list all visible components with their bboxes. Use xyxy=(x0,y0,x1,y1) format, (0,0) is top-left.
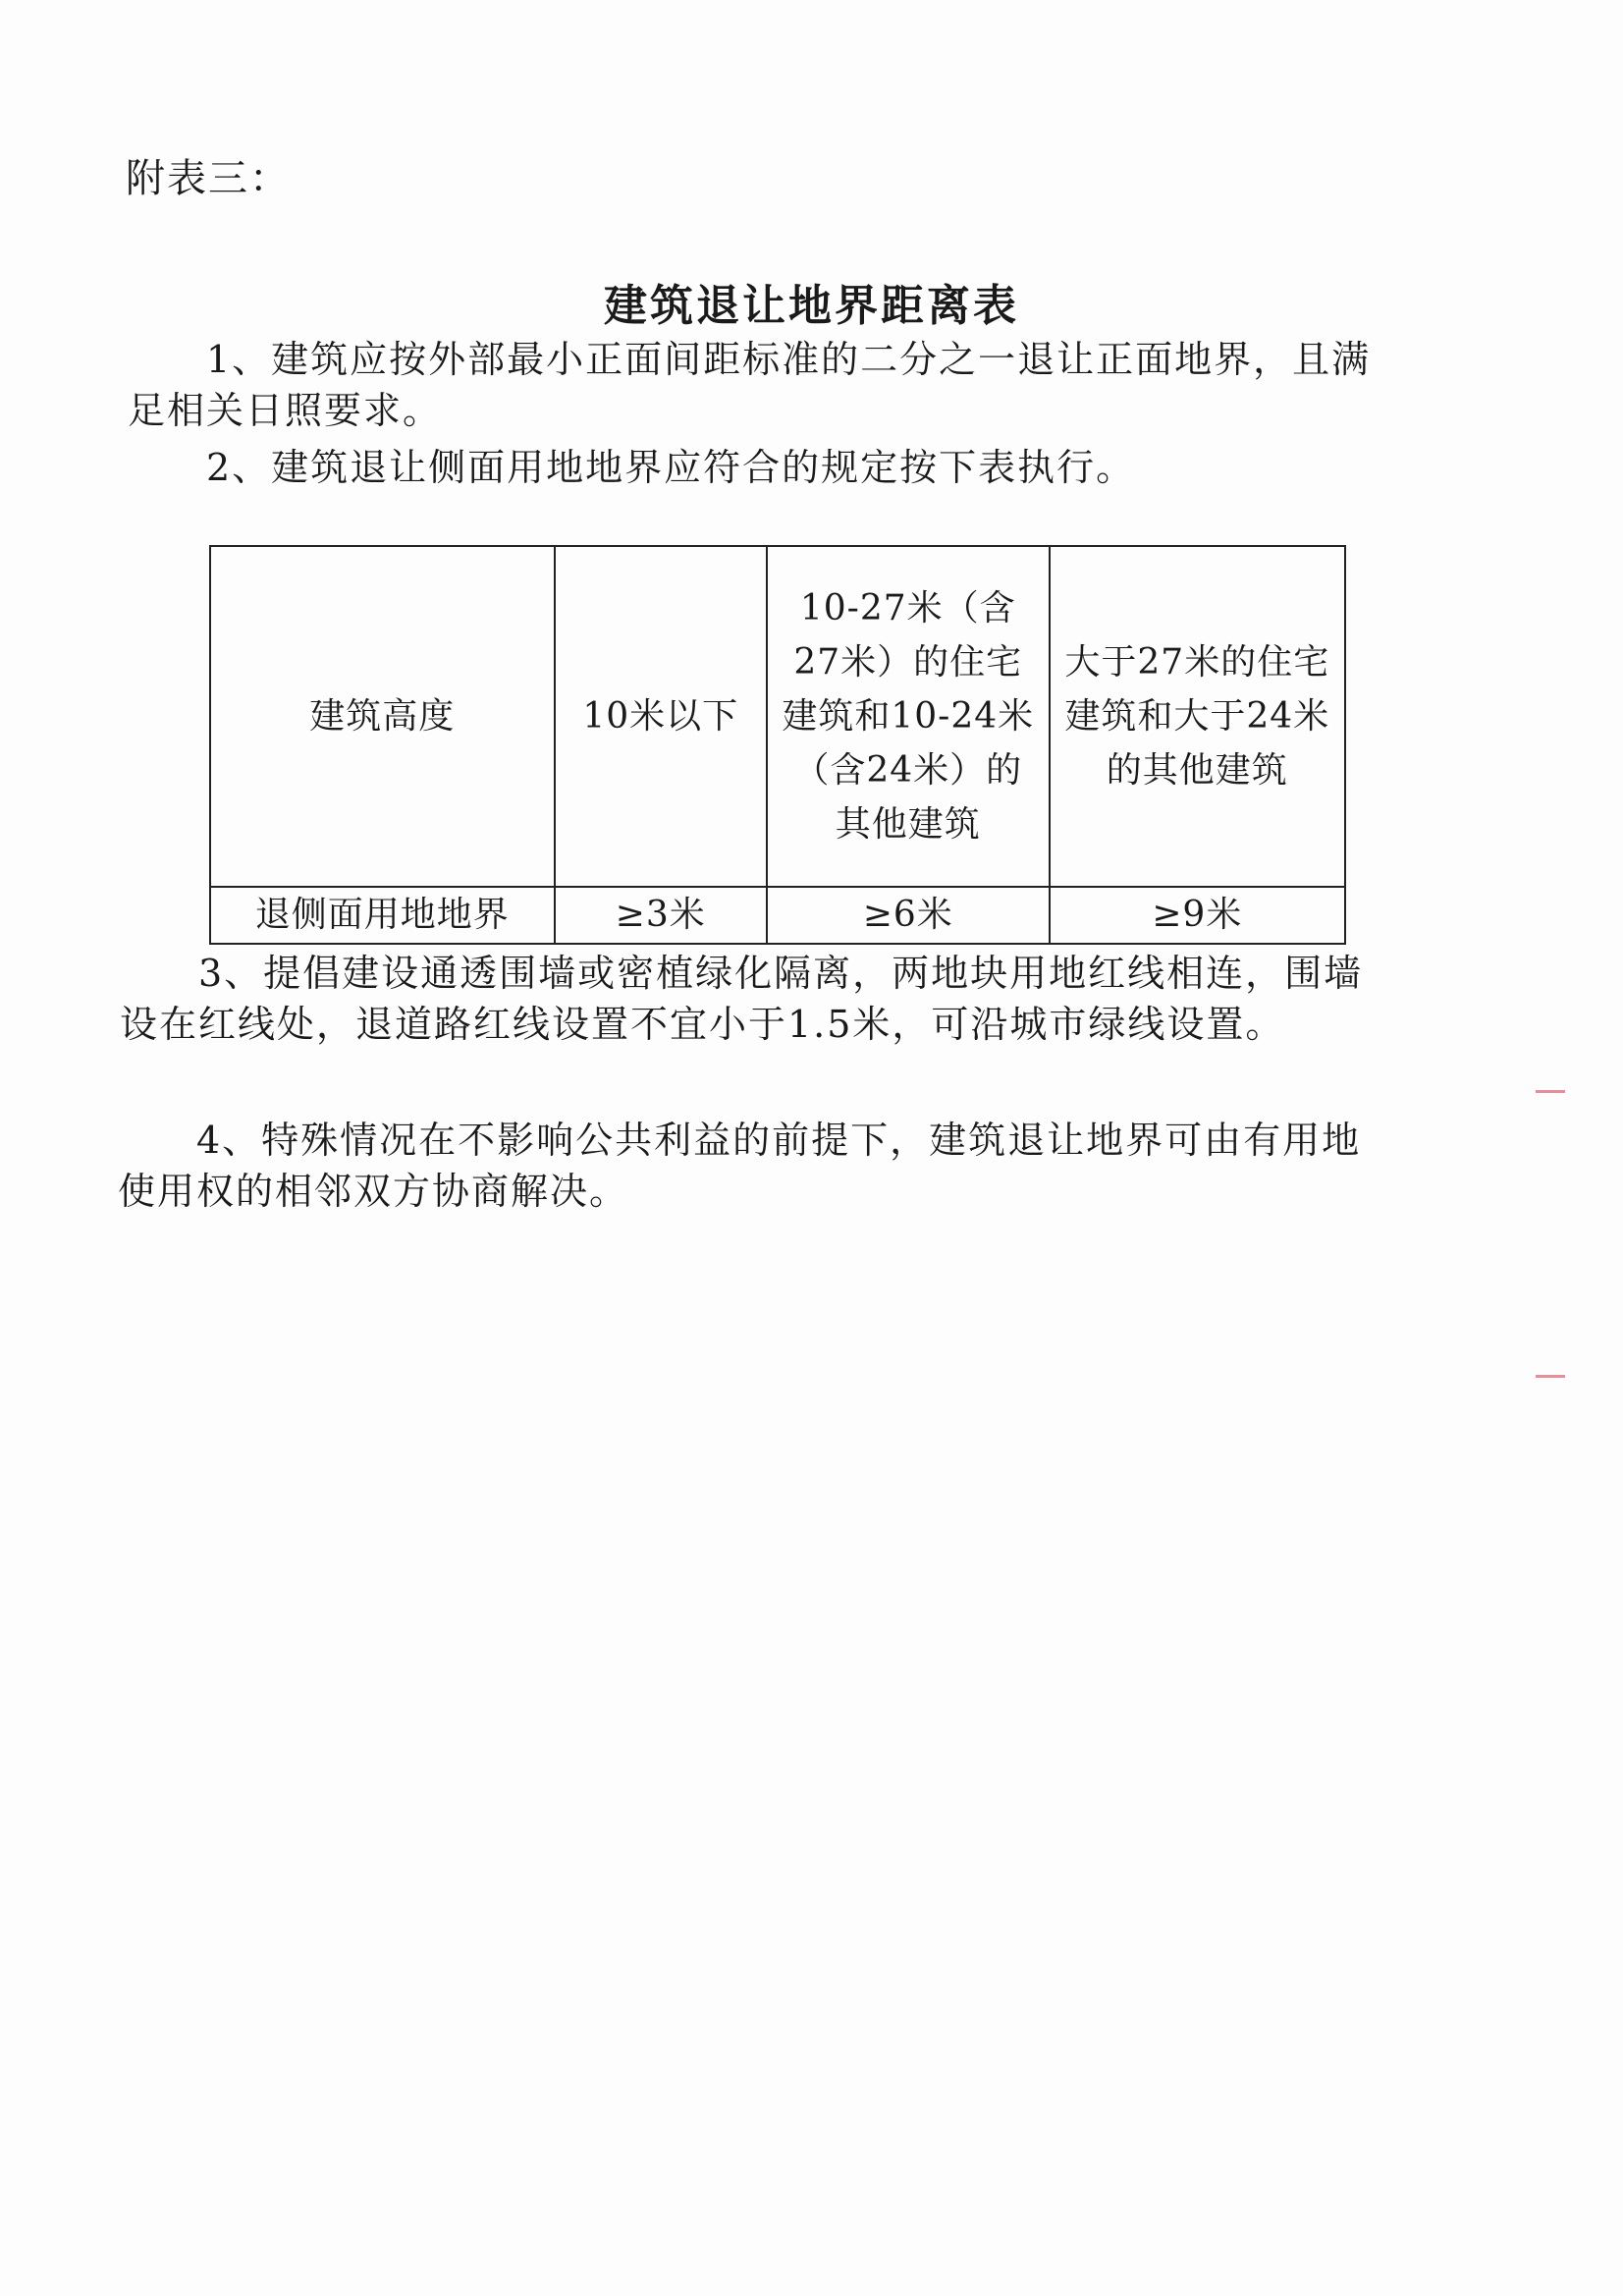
table-cell-height-below-10m: 10米以下 xyxy=(555,546,767,887)
table-cell-side-setback-label: 退侧面用地地界 xyxy=(210,887,555,944)
paragraph-4: 4、特殊情况在不影响公共利益的前提下，建筑退让地界可由有用地使用权的相邻双方协商解决。 xyxy=(118,1119,1362,1213)
seal-stamp-fragment xyxy=(1534,1090,1573,1394)
table-header-row xyxy=(210,546,1345,887)
document-title: 建筑退让地界距离表 xyxy=(604,281,1019,331)
paragraph-3: 3、提倡建设通透围墙或密植绿化隔离，两地块用地红线相连，围墙设在红线处，退道路红线设置不宜小于1.5米，可沿城市绿线设置。 xyxy=(120,952,1364,1046)
setback-distance-table xyxy=(209,545,1346,945)
paragraph-1: 1、建筑应按外部最小正面间距标准的二分之一退让正面地界，且满足相关日照要求。 xyxy=(128,338,1372,432)
table-cell-building-height-label: 建筑高度 xyxy=(210,546,555,887)
table-cell-setback-3m: ≥3米 xyxy=(555,887,767,944)
table-cell-setback-9m: ≥9米 xyxy=(1050,887,1345,944)
stamp-mark xyxy=(1536,1375,1565,1378)
stamp-mark xyxy=(1536,1090,1565,1093)
table-row xyxy=(210,887,1345,944)
appendix-label: 附表三： xyxy=(126,156,291,201)
table-cell-setback-6m: ≥6米 xyxy=(767,887,1050,944)
table-cell-height-10-27m: 10-27米（含27米）的住宅建筑和10-24米（含24米）的其他建筑 xyxy=(767,546,1050,887)
table-cell-height-above-27m: 大于27米的住宅建筑和大于24米的其他建筑 xyxy=(1050,546,1345,887)
paragraph-2: 2、建筑退让侧面用地地界应符合的规定按下表执行。 xyxy=(206,446,1136,489)
